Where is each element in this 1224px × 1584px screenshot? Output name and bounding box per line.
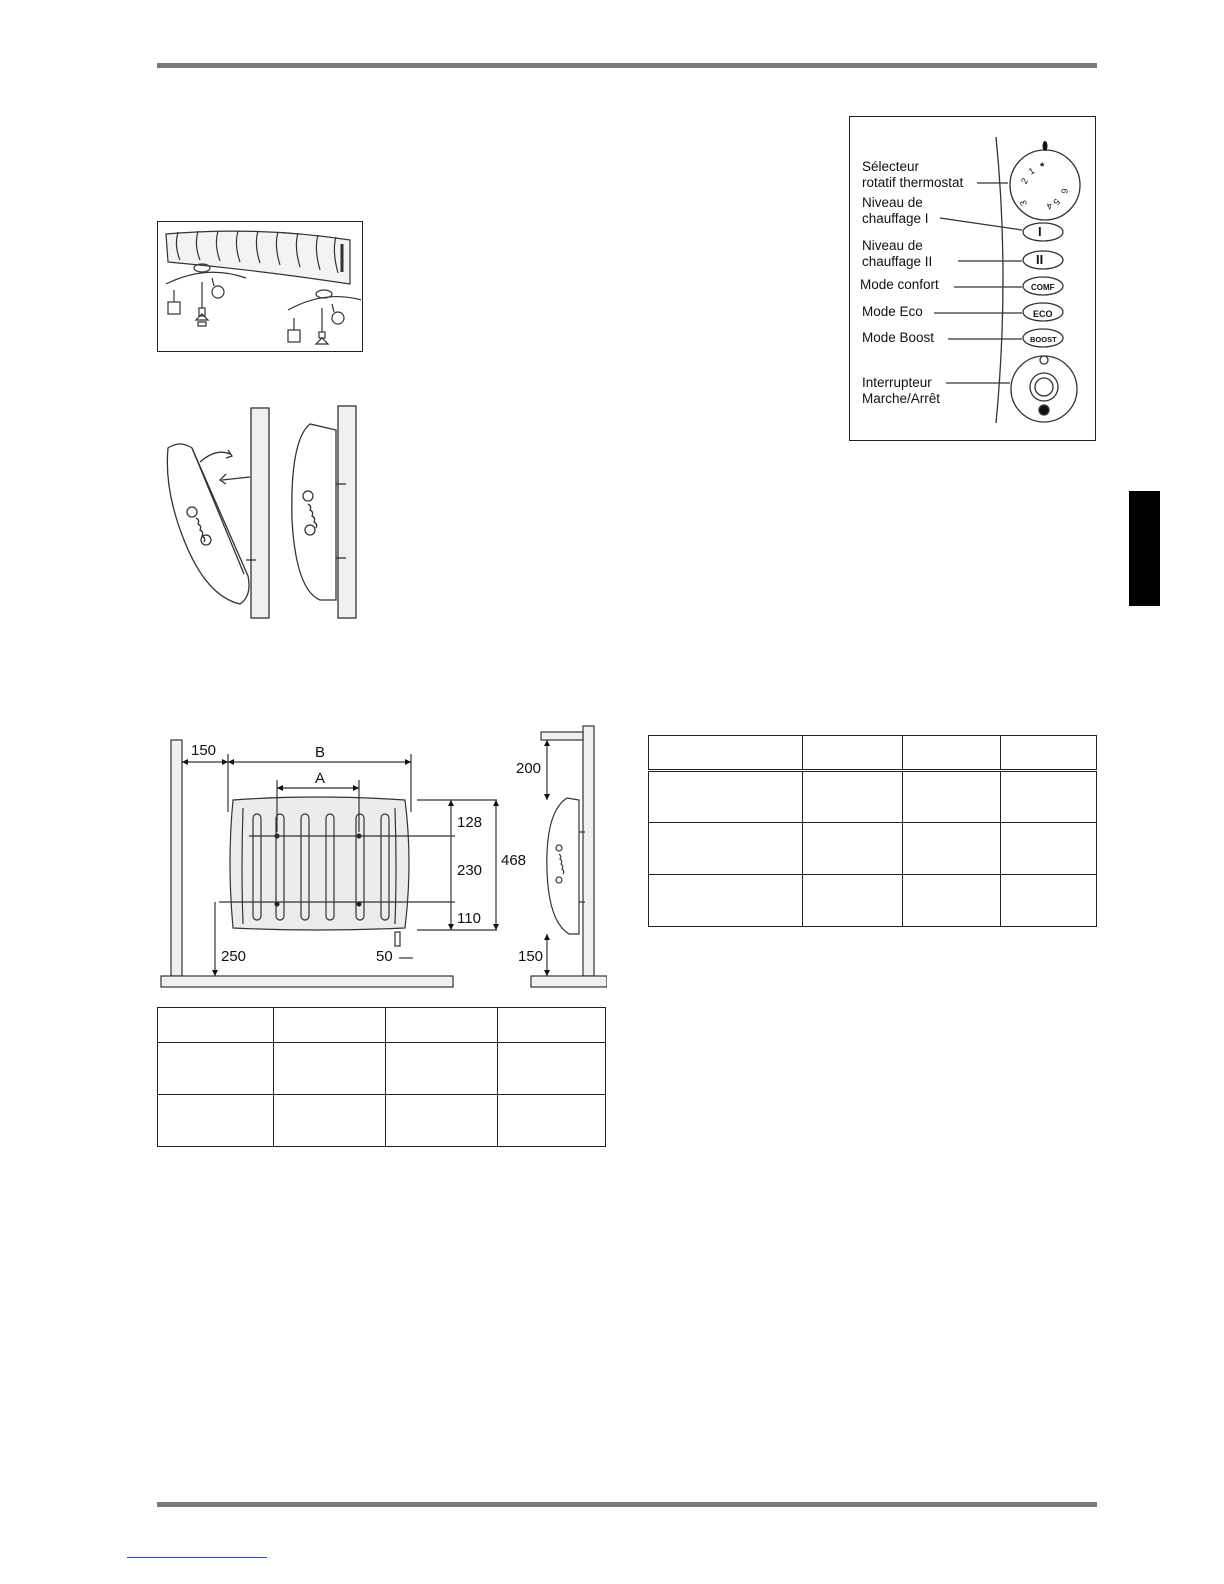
mounting-dimensions-figure [155,722,607,990]
dim-floor-clearance: 250 [221,948,247,965]
label-heating-level-1a: Niveau de [862,195,923,210]
table-cell [386,1095,498,1147]
chapter-thumb-tab [1129,491,1160,606]
table-row [649,736,1097,771]
label-heating-level-1b: chauffage I [862,211,929,226]
table-cell [1001,771,1097,823]
dial-mark-6: 6 [1059,187,1070,195]
table-cell [903,771,1001,823]
table-cell [158,1043,274,1095]
table-cell [649,771,803,823]
label-thermostat-selector-2: rotatif thermostat [862,175,964,190]
table-cell [274,1043,386,1095]
header-rule [157,63,1097,68]
table-cell [1001,736,1097,771]
dim-top-offset: 128 [457,814,483,831]
feet-assembly-figure [157,221,363,352]
table-cell [1001,823,1097,875]
table-cell [649,736,803,771]
table-cell [1001,875,1097,927]
dim-bracket-height: 230 [457,862,483,879]
button-level-2[interactable]: II [1036,252,1044,267]
button-eco[interactable]: ECO [1033,309,1053,319]
table-cell [274,1008,386,1043]
power-table [648,735,1097,927]
table-cell [386,1043,498,1095]
dial-mark-4: 4 [1045,200,1054,212]
wall-mount-drawing [160,400,370,625]
footer-link-underline[interactable] [127,1557,267,1558]
feet-assembly-drawing [158,222,361,350]
dim-left-clearance: 150 [191,742,217,759]
table-cell [158,1095,274,1147]
table-cell [498,1008,606,1043]
dial-mark-star: * [1040,161,1045,173]
button-boost[interactable]: BOOST [1030,335,1057,344]
label-comfort-mode: Mode confort [860,277,939,292]
label-thermostat-selector-1: Sélecteur [862,159,920,174]
footer-rule [157,1502,1097,1507]
table-cell [158,1008,274,1043]
table-cell [803,771,903,823]
table-cell [803,875,903,927]
table-row [649,875,1097,927]
table-cell [386,1008,498,1043]
table-cell [649,875,803,927]
table-cell [274,1095,386,1147]
button-level-1[interactable]: I [1038,224,1042,239]
table-row [158,1095,606,1147]
control-panel-figure [849,116,1096,441]
table-cell [498,1043,606,1095]
label-heating-level-2a: Niveau de [862,238,923,253]
label-eco-mode: Mode Eco [862,304,923,319]
table-row [158,1043,606,1095]
table-cell [903,823,1001,875]
dim-bottom-offset: 110 [457,910,481,927]
label-heating-level-2b: chauffage II [862,254,933,269]
dim-total-height: 468 [501,852,527,869]
dimensions-table [157,1007,606,1147]
table-row [158,1008,606,1043]
label-power-switch-2: Marche/Arrêt [862,391,941,406]
label-power-switch-1: Interrupteur [862,375,932,390]
dial-mark-5: 5 [1051,196,1062,208]
dim-foot-offset: 50 [376,948,393,965]
table-cell [498,1095,606,1147]
dial-mark-1: 1 [1026,165,1037,177]
button-comfort[interactable]: COMF [1031,283,1055,292]
dial-mark-2: 2 [1018,176,1031,186]
dim-spacing-a: A [315,770,326,787]
dim-side-top-clearance: 200 [516,760,542,777]
table-cell [903,875,1001,927]
table-cell [803,823,903,875]
table-cell [649,823,803,875]
table-cell [903,736,1001,771]
table-row [649,823,1097,875]
dim-side-floor-clearance: 150 [518,948,544,965]
dial-mark-3: 3 [1017,198,1030,208]
table-cell [803,736,903,771]
wall-mount-figure [160,400,370,625]
table-row [649,771,1097,823]
label-boost-mode: Mode Boost [862,330,935,345]
dim-width-b: B [315,744,326,761]
